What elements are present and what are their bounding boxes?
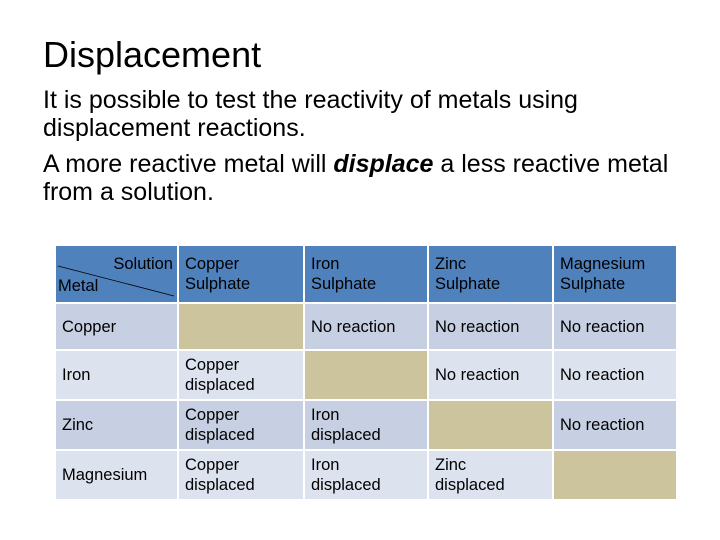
table-row-iron — [55, 350, 677, 400]
result-text: Iron displaced — [311, 456, 381, 494]
result-cell: No reaction — [553, 303, 677, 350]
corner-header-cell — [55, 245, 178, 303]
result-text: Copper displaced — [185, 406, 255, 444]
result-cell: No reaction — [553, 350, 677, 400]
result-cell — [178, 450, 304, 500]
diagonal-cell — [178, 303, 304, 350]
paragraph-2-end: a less reactive metal from a solution. — [43, 150, 669, 206]
result-cell — [304, 400, 428, 450]
slide-body — [43, 86, 693, 206]
paragraph-2 — [43, 150, 693, 206]
table-row-magnesium — [55, 450, 677, 500]
header-magnesium-sulphate — [553, 245, 677, 303]
header-line1: Zinc — [435, 255, 467, 273]
result-cell: No reaction — [428, 303, 553, 350]
header-row — [55, 245, 677, 303]
header-line2: Sulphate — [560, 275, 626, 293]
diagonal-cell — [304, 350, 428, 400]
emphasis-displace: displace — [333, 150, 434, 178]
header-line1: Magnesium — [560, 255, 646, 273]
row-label-iron: Iron — [55, 350, 178, 400]
diagonal-cell — [553, 450, 677, 500]
result-cell: No reaction — [553, 400, 677, 450]
slide-title: Displacement — [43, 34, 262, 75]
header-zinc-sulphate — [428, 245, 553, 303]
paragraph-1: It is possible to test the reactivity of metals using displacement reactions. — [43, 86, 578, 142]
diagonal-cell — [428, 400, 553, 450]
result-cell — [178, 400, 304, 450]
header-iron-sulphate — [304, 245, 428, 303]
result-text: Copper displaced — [185, 456, 255, 494]
metal-label: Metal — [58, 277, 99, 295]
table-row-copper — [55, 303, 677, 350]
result-text: Zinc displaced — [435, 456, 505, 494]
row-label-magnesium: Magnesium — [55, 450, 178, 500]
result-cell — [428, 450, 553, 500]
header-line2: Sulphate — [435, 275, 501, 293]
header-line1: Copper — [185, 255, 240, 273]
table-row-zinc — [55, 400, 677, 450]
result-cell: No reaction — [428, 350, 553, 400]
result-cell — [304, 450, 428, 500]
row-label-copper: Copper — [55, 303, 178, 350]
row-label-zinc: Zinc — [55, 400, 178, 450]
header-line2: Sulphate — [185, 275, 251, 293]
header-copper-sulphate — [178, 245, 304, 303]
result-cell — [178, 350, 304, 400]
displacement-table — [54, 244, 678, 501]
result-cell: No reaction — [304, 303, 428, 350]
header-line2: Sulphate — [311, 275, 377, 293]
paragraph-2-start: A more reactive metal will — [43, 150, 334, 178]
solution-label: Solution — [113, 255, 173, 273]
result-text: Copper displaced — [185, 356, 255, 394]
header-line1: Iron — [311, 255, 340, 273]
result-text: Iron displaced — [311, 406, 381, 444]
